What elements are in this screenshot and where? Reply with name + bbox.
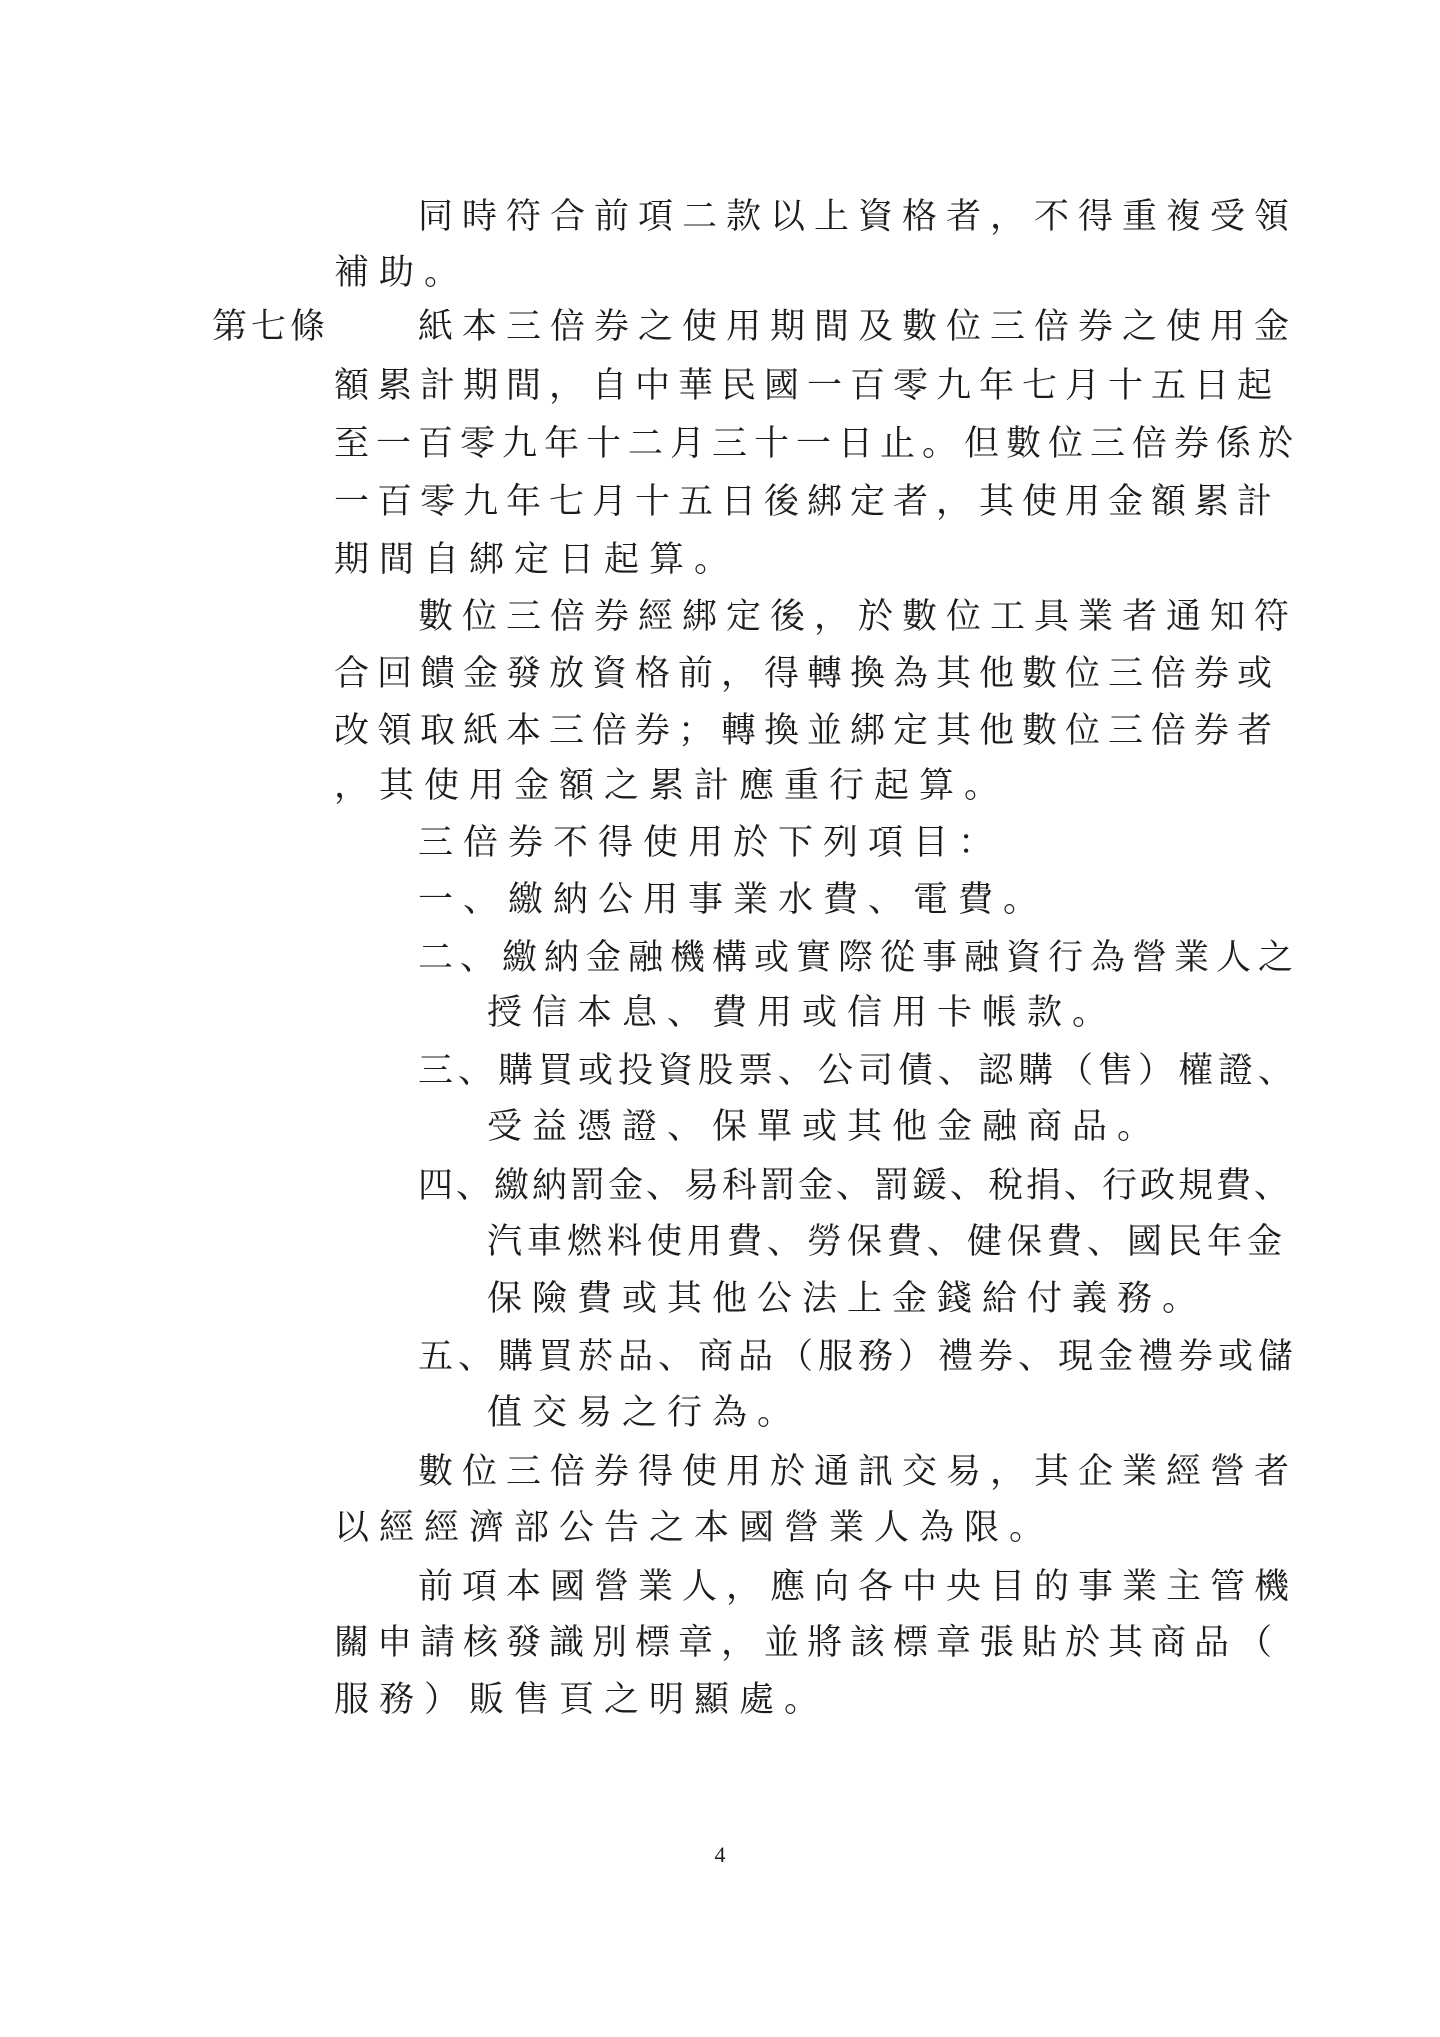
list-item: 四、繳納罰金、易科罰金、罰鍰、稅捐、行政規費、 [418,1166,1293,1206]
text-line: 期間自綁定日起算。 [334,540,740,580]
text-line: 關申請核發識別標章，並將該標章張貼於其商品（ [334,1623,1281,1663]
list-item-continuation: 值交易之行為。 [487,1393,803,1433]
list-item-continuation: 授信本息、費用或信用卡帳款。 [487,993,1118,1033]
text-line: 紙本三倍券之使用期間及數位三倍券之使用金 [418,307,1299,347]
page-number: 4 [714,1842,726,1867]
list-item: 二、繳納金融機構或實際從事融資行為營業人之 [418,938,1301,978]
text-line: 一百零九年七月十五日後綁定者，其使用金額累計 [334,482,1281,522]
text-line: 以經經濟部公告之本國營業人為限。 [334,1508,1055,1548]
text-line: 合回饋金發放資格前，得轉換為其他數位三倍券或 [334,654,1281,694]
list-item: 三、購買或投資股票、公司債、認購（售）權證、 [418,1051,1299,1091]
text-line: 數位三倍券得使用於通訊交易，其企業經營者 [418,1452,1299,1492]
text-line: 補助。 [334,253,470,293]
text-line: 同時符合前項二款以上資格者，不得重複受領 [418,197,1299,237]
text-line: 額累計期間，自中華民國一百零九年七月十五日起 [334,366,1281,406]
text-line: 三倍券不得使用於下列項目： [418,823,1004,863]
text-line: 改領取紙本三倍券；轉換並綁定其他數位三倍券者 [334,711,1281,751]
text-line: 數位三倍券經綁定後，於數位工具業者通知符 [418,597,1299,637]
list-item: 一、繳納公用事業水費、電費。 [418,880,1049,920]
list-item-continuation: 汽車燃料使用費、勞保費、健保費、國民年金 [487,1222,1288,1262]
text-line: ，其使用金額之累計應重行起算。 [334,766,1010,806]
list-item: 五、購買菸品、商品（服務）禮券、現金禮券或儲 [418,1337,1299,1377]
list-item-continuation: 保險費或其他公法上金錢給付義務。 [487,1279,1208,1319]
text-line: 前項本國營業人，應向各中央目的事業主管機 [418,1567,1299,1607]
text-line: 至一百零九年十二月三十一日止。但數位三倍券係於 [334,424,1301,464]
article-label: 第七條 [212,307,330,347]
text-line: 服務）販售頁之明顯處。 [334,1680,830,1720]
list-item-continuation: 受益憑證、保單或其他金融商品。 [487,1107,1163,1147]
